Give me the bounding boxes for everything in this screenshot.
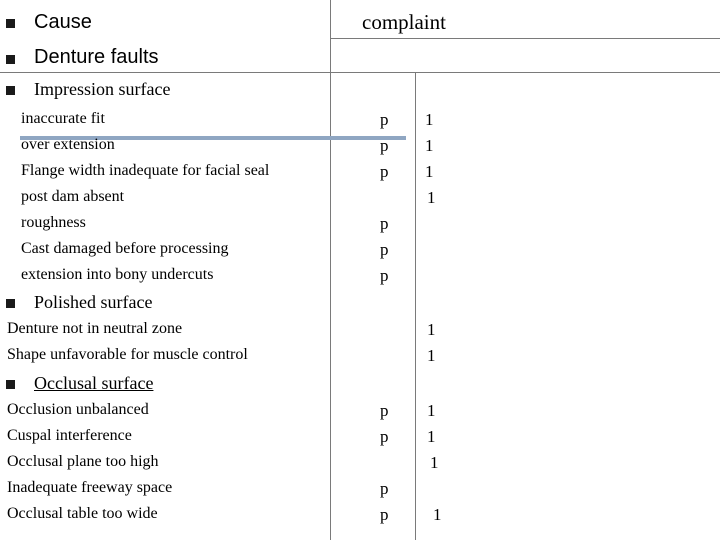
table-row-label: over extension	[21, 136, 115, 153]
table-header-rule	[330, 38, 720, 39]
section-title-occlusal: Occlusal surface	[34, 373, 154, 393]
table-cell-1: 1	[427, 346, 436, 365]
bullet-icon	[6, 55, 15, 64]
table-row-label: Flange width inadequate for facial seal	[21, 162, 270, 179]
table-row-label: Occlusal plane too high	[7, 453, 159, 470]
table-row-label: Cuspal interference	[7, 427, 132, 444]
complaint-heading: complaint	[362, 10, 446, 34]
table-cell-p: p	[380, 479, 389, 498]
table-cell-1: 1	[427, 401, 436, 420]
bullet-icon	[6, 19, 15, 28]
table-subheader-rule	[0, 72, 720, 73]
section-title-polished: Polished surface	[34, 292, 153, 312]
table-cell-1: 1	[425, 136, 434, 155]
table-row-label: Denture not in neutral zone	[7, 320, 183, 337]
cause-heading: Cause	[34, 11, 92, 33]
table-row-label: roughness	[21, 214, 86, 231]
table-cell-p: p	[380, 214, 389, 233]
table-row-label: Inadequate freeway space	[7, 479, 173, 496]
table-cell-p: p	[380, 162, 389, 181]
table-row-label: Occlusion unbalanced	[7, 401, 149, 418]
table-cell-1: 1	[425, 110, 434, 129]
table-divider-main	[330, 0, 331, 540]
table-divider-secondary	[415, 72, 416, 540]
table-row-label: Shape unfavorable for muscle control	[7, 346, 248, 363]
section-title-impression: Impression surface	[34, 79, 171, 99]
table-cell-p: p	[380, 505, 389, 524]
table-row-label: inaccurate fit	[21, 110, 105, 127]
table-row-label: Occlusal table too wide	[7, 505, 158, 522]
table-row-label: extension into bony undercuts	[21, 266, 214, 283]
table-cell-1: 1	[427, 320, 436, 339]
table-cell-1: 1	[425, 162, 434, 181]
table-row-label: post dam absent	[21, 188, 125, 205]
table-cell-p: p	[380, 240, 389, 259]
table-cell-1: 1	[427, 427, 436, 446]
table-cell-p: p	[380, 110, 389, 129]
table-cell-p: p	[380, 266, 389, 285]
table-cell-p: p	[380, 136, 389, 155]
denture-faults-heading: Denture faults	[34, 46, 159, 68]
bullet-icon	[6, 86, 15, 95]
table-row-label: Cast damaged before processing	[21, 240, 229, 257]
table-cell-1: 1	[433, 505, 442, 524]
bullet-icon	[6, 299, 15, 308]
table-cell-p: p	[380, 427, 389, 446]
table-cell-1: 1	[430, 453, 439, 472]
table-cell-1: 1	[427, 188, 436, 207]
table-cell-p: p	[380, 401, 389, 420]
bullet-icon	[6, 380, 15, 389]
